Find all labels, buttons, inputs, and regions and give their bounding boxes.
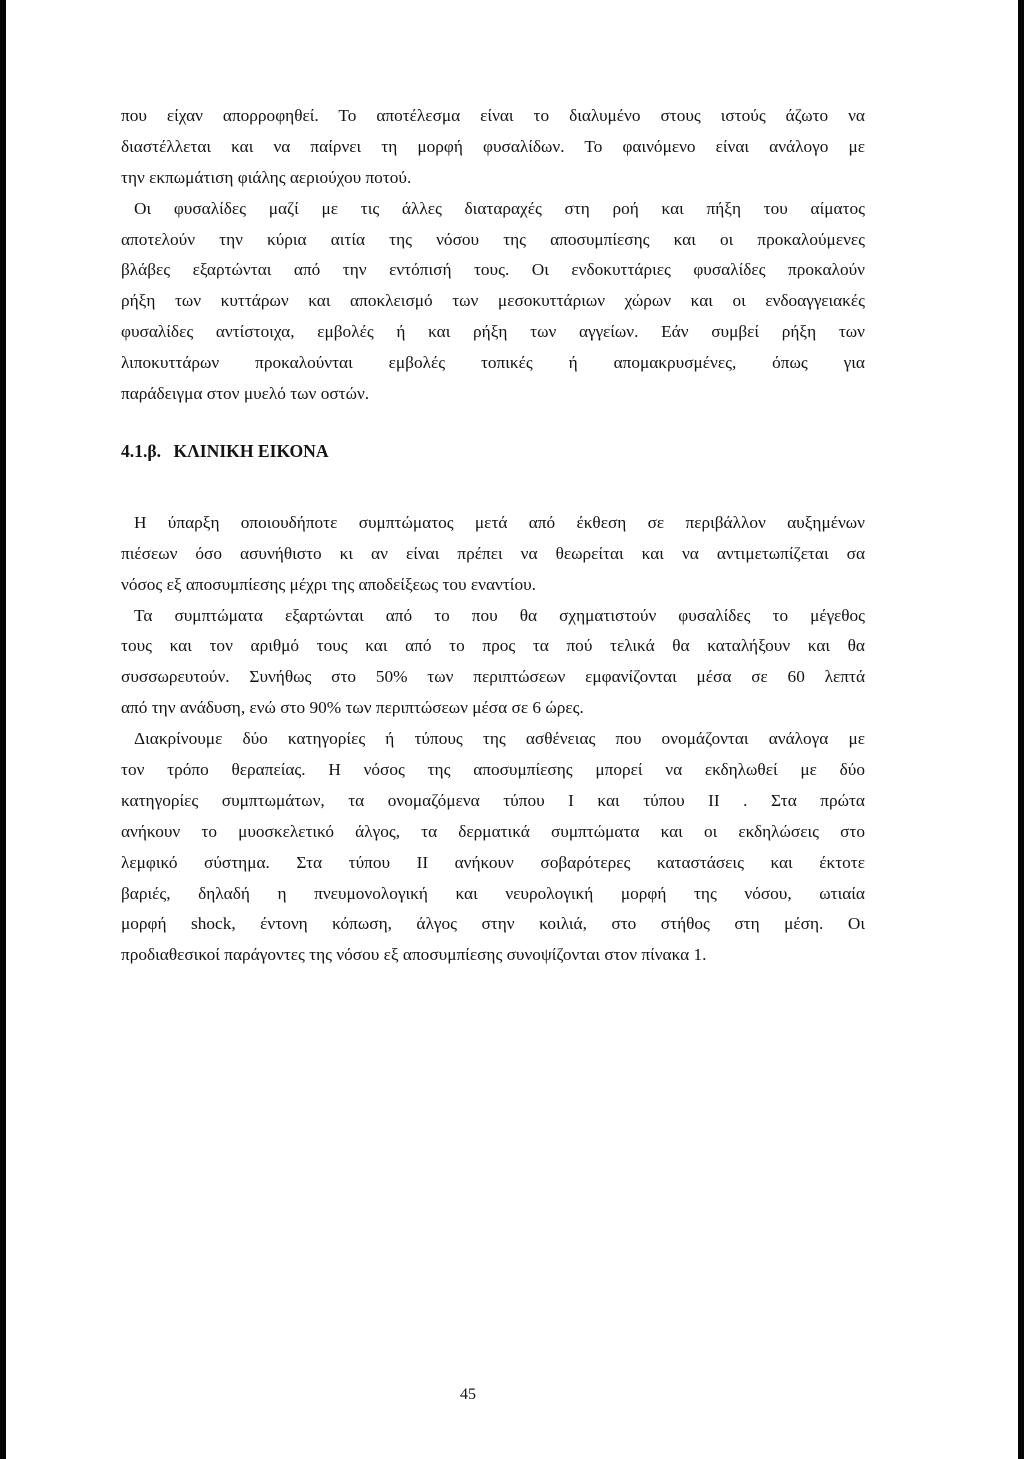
paragraph-group-2: [121, 508, 865, 971]
text-line: ανήκουν το μυοσκελετικό άλγος, τα δερματικά συμπτώματα και οι εκδηλώσεις στο: [121, 821, 865, 841]
text-line: Οι φυσαλίδες μαζί με τις άλλες διαταραχές στη ροή και πήξη του αίματος: [134, 198, 865, 218]
text-line: από την ανάδυση, ενώ στο 90% των περιπτώσεων μέσα σε 6 ώρες.: [121, 698, 584, 718]
section-number: 4.1.β.: [121, 440, 162, 461]
text-line: κατηγορίες συμπτωμάτων, τα ονομαζόμενα τύπου Ι και τύπου ΙΙ . Στα πρώτα: [121, 790, 865, 810]
text-line: πιέσεων όσο ασυνήθιστο κι αν είναι πρέπει να θεωρείται και να αντιμετωπίζεται σα: [121, 543, 865, 563]
section-heading: [121, 440, 865, 462]
text-line: τους και τον αριθμό τους και από το προς τα πού τελικά θα καταλήξουν και θα: [121, 636, 865, 656]
text-line: λεμφικό σύστημα. Στα τύπου ΙΙ ανήκουν σοβαρότερες καταστάσεις και έκτοτε: [121, 852, 865, 872]
text-line: Η ύπαρξη οποιουδήποτε συμπτώματος μετά από έκθεση σε περιβάλλον αυξημένων: [134, 512, 865, 532]
scan-border-right: [1018, 0, 1024, 1459]
text-line: Τα συμπτώματα εξαρτώνται από το που θα σχηματιστούν φυσαλίδες το μέγεθος: [134, 605, 865, 625]
text-line: Διακρίνουμε δύο κατηγορίες ή τύπους της ασθένειας που ονομάζονται ανάλογα με: [134, 729, 865, 749]
text-line: διαστέλλεται και να παίρνει τη μορφή φυσαλίδων. Το φαινόμενο είναι ανάλογο με: [121, 136, 865, 156]
scan-border-left: [0, 0, 6, 1459]
section-title: ΚΛΙΝΙΚΗ ΕΙΚΟΝΑ: [173, 440, 329, 461]
paragraph-group-1: [121, 101, 865, 410]
text-line: βλάβες εξαρτώνται από την εντόπισή τους. Οι ενδοκυττάριες φυσαλίδες προκαλούν: [121, 260, 865, 280]
text-line: παράδειγμα στον μυελό των οστών.: [121, 384, 370, 404]
text-line: μορφή shock, έντονη κόπωση, άλγος στην κοιλιά, στο στήθος στη μέση. Οι: [121, 914, 865, 934]
text-line: αποτελούν την κύρια αιτία της νόσου της αποσυμπίεσης και οι προκαλούμενες: [121, 229, 865, 249]
text-line: βαριές, δηλαδή η πνευμονολογική και νευρολογική μορφή της νόσου, ωτιαία: [121, 883, 865, 903]
text-line: λιποκυττάρων προκαλούνται εμβολές τοπικές ή απομακρυσμένες, όπως για: [121, 353, 865, 373]
text-line: την εκπωμάτιση φιάλης αεριούχου ποτού.: [121, 167, 412, 187]
page-number: 45: [460, 1386, 476, 1403]
page-content: [121, 101, 865, 971]
text-line: φυσαλίδες αντίστοιχα, εμβολές ή και ρήξη των αγγείων. Εάν συμβεί ρήξη των: [121, 322, 865, 342]
text-line: που είχαν απορροφηθεί. Το αποτέλεσμα είναι το διαλυμένο στους ιστούς άζωτο να: [121, 106, 865, 125]
text-line: νόσος εξ αποσυμπίεσης μέχρι της αποδείξεως του εναντίου.: [121, 574, 536, 594]
text-line: ρήξη των κυττάρων και αποκλεισμό των μεσοκυττάριων χώρων και οι ενδοαγγειακές: [121, 291, 865, 311]
text-line: συσσωρευτούν. Συνήθως στο 50% των περιπτώσεων εμφανίζονται μέσα σε 60 λεπτά: [121, 667, 865, 687]
text-line: προδιαθεσικοί παράγοντες της νόσου εξ αποσυμπίεσης συνοψίζονται στον πίνακα 1.: [121, 945, 707, 965]
text-line: τον τρόπο θεραπείας. Η νόσος της αποσυμπίεσης μπορεί να εκδηλωθεί με δύο: [121, 760, 865, 780]
